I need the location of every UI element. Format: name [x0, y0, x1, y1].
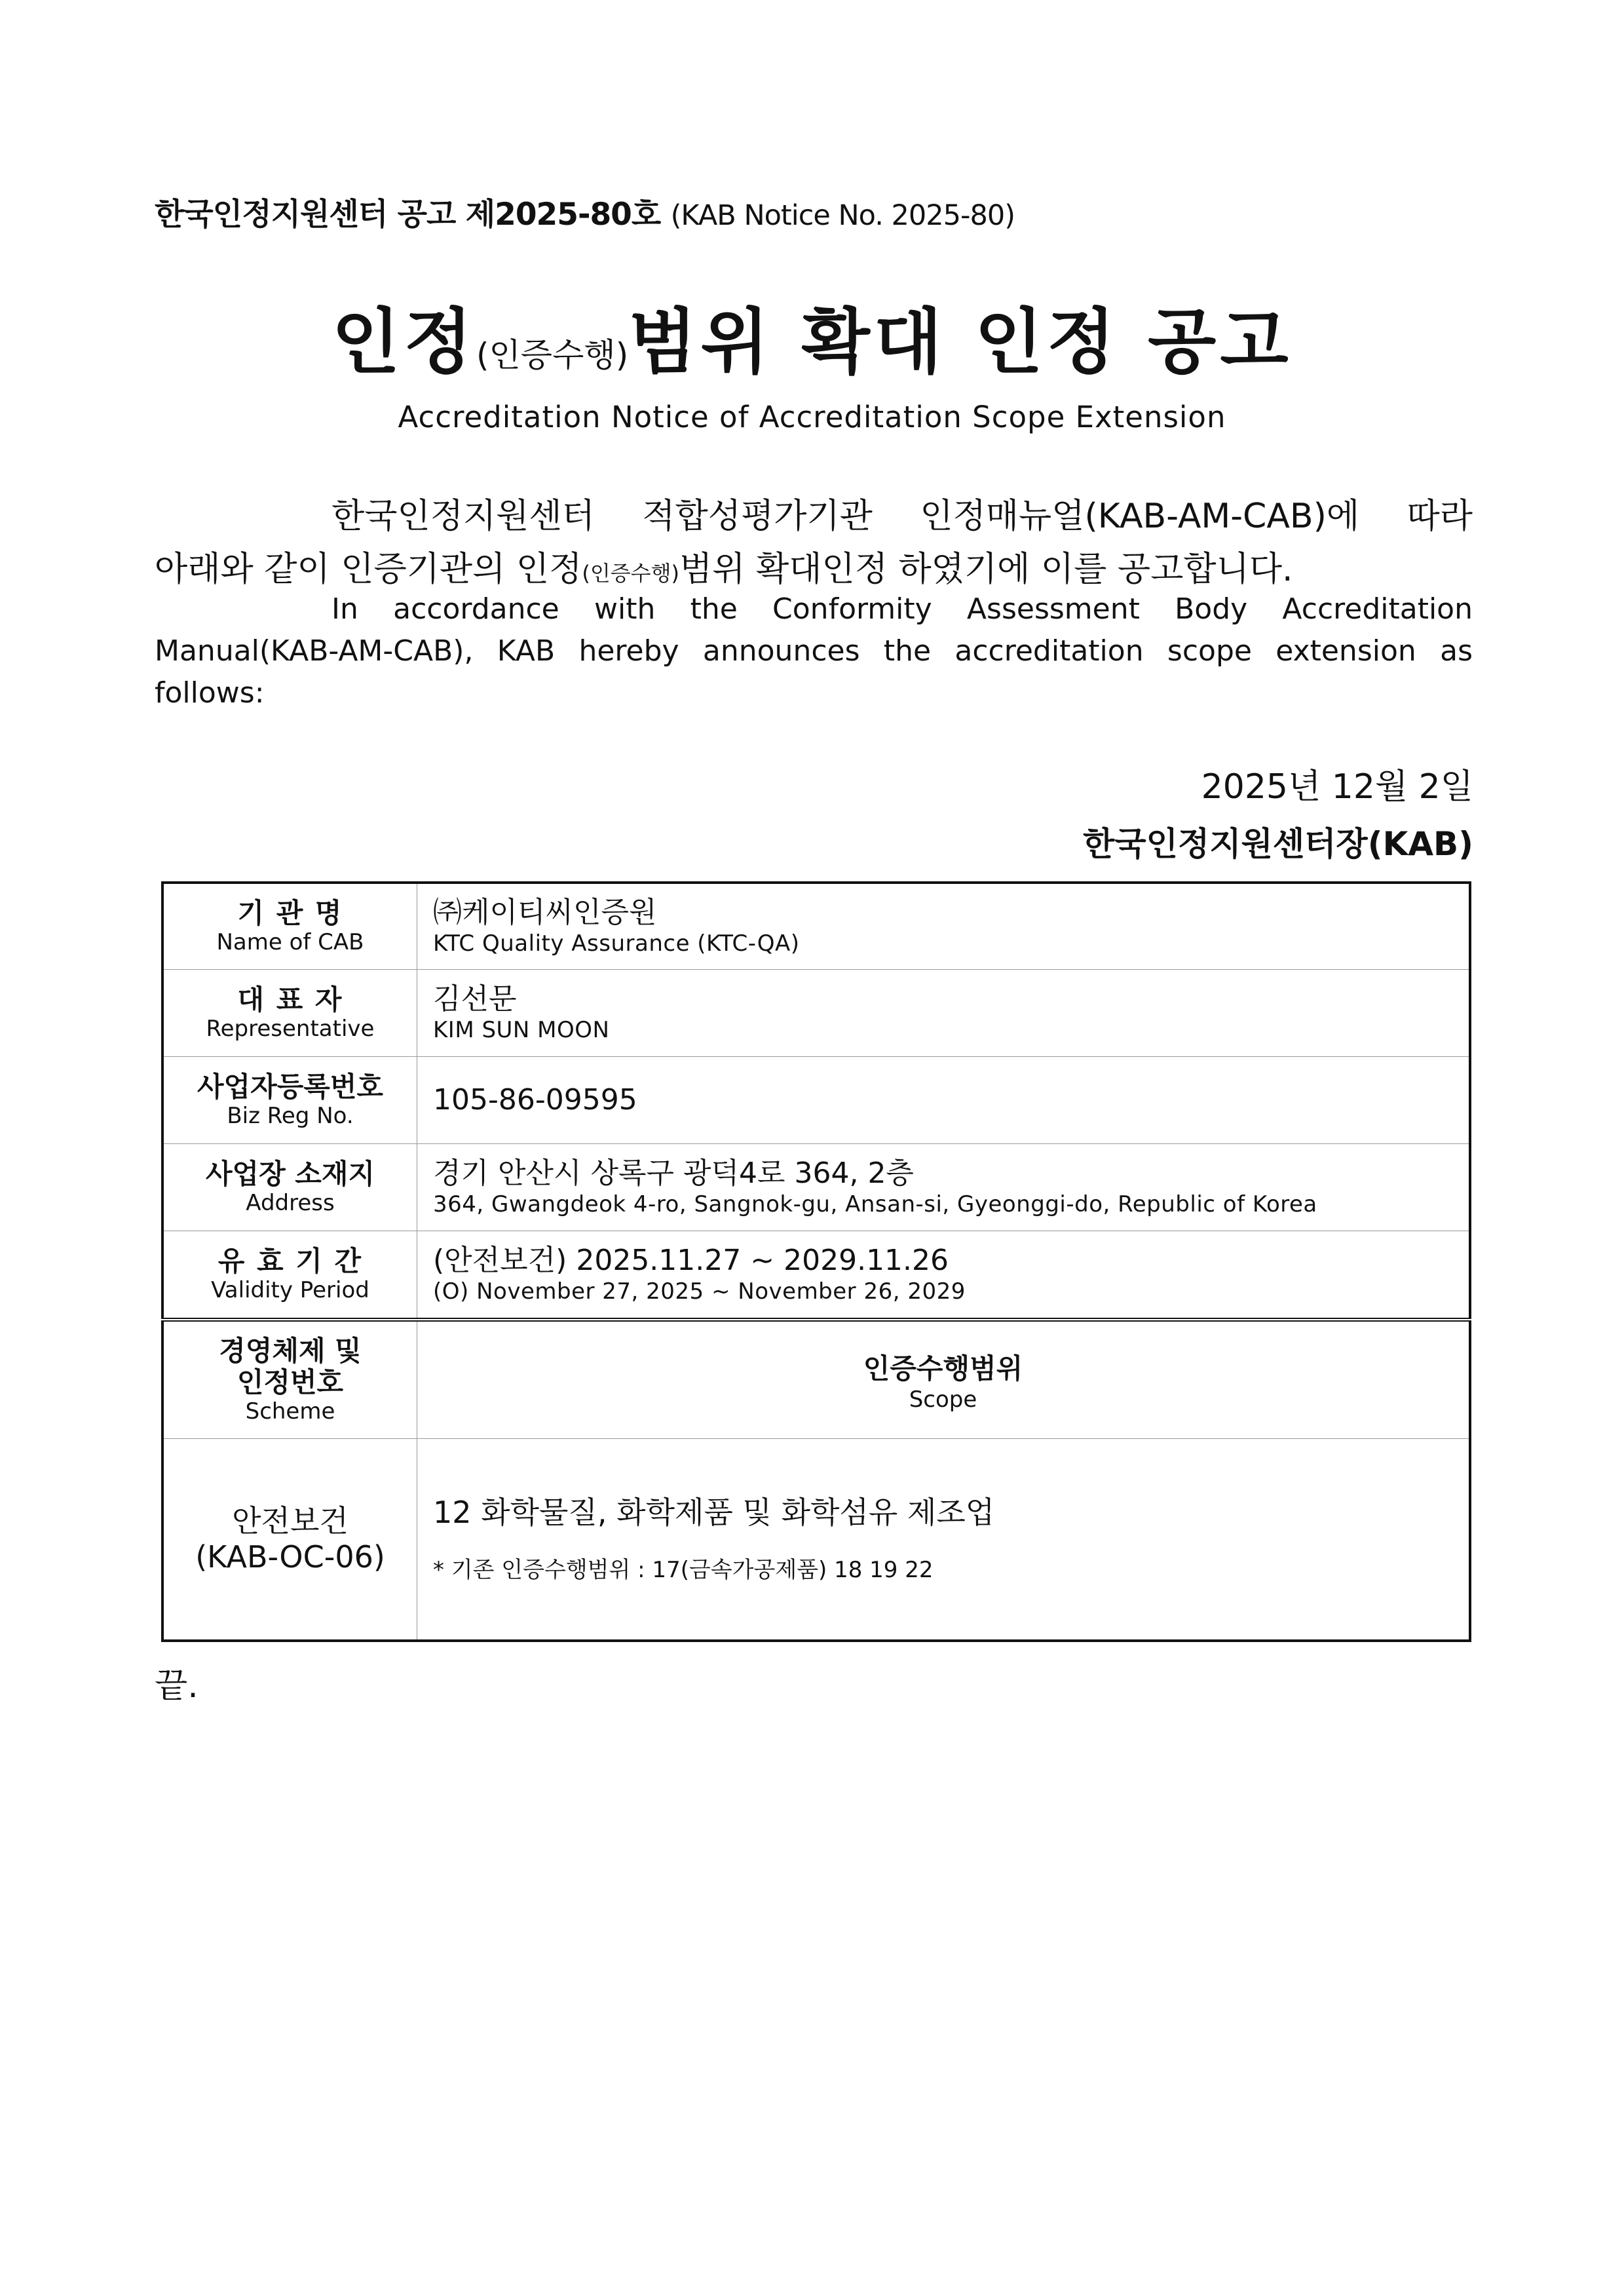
page-subtitle: Accreditation Notice of Accreditation Scope Extension — [398, 400, 1226, 434]
scheme-cell — [162, 1439, 417, 1641]
label-cell — [162, 1231, 417, 1320]
biz-reg-label-ko: 사업자등록번호 — [197, 1071, 383, 1103]
table-row-biz-reg — [162, 1057, 1470, 1144]
validity-value-en: (O) November 27, 2025 ~ November 26, 2029 — [433, 1278, 966, 1305]
scope-label-ko: 인증수행범위 — [863, 1352, 1023, 1385]
label-cell — [162, 1057, 417, 1144]
representative-label-ko: 대 표 자 — [237, 984, 343, 1016]
value-cell — [417, 883, 1471, 970]
scope-cell — [417, 1439, 1471, 1641]
scheme-label-ko-line2: 인정번호 — [236, 1366, 344, 1399]
notice-number-ko: 한국인정지원센터 공고 제2025-80호 — [155, 197, 661, 233]
validity-label-en: Validity Period — [211, 1276, 369, 1303]
label-cell — [162, 970, 417, 1057]
scheme-label-en: Scheme — [245, 1398, 335, 1425]
title-part1: 인정 — [331, 301, 476, 383]
representative-value-ko: 김선문 — [433, 982, 517, 1016]
representative-value-en: KIM SUN MOON — [433, 1017, 610, 1043]
body-paragraph-ko — [155, 490, 1473, 600]
end-mark: 끝. — [155, 1666, 198, 1706]
validity-label-ko: 유 효 기 간 — [217, 1245, 363, 1278]
label-cell — [162, 1144, 417, 1231]
scope-label-en: Scope — [909, 1387, 977, 1413]
table-row-scheme-header — [162, 1320, 1470, 1439]
biz-reg-label-en: Biz Reg No. — [227, 1102, 354, 1129]
body-en-line1 — [155, 588, 1473, 630]
value-cell — [417, 1057, 1471, 1144]
body-en-line1-text: In accordance with the Conformity Assessment Body Accreditation — [331, 592, 1473, 626]
name-label-ko: 기 관 명 — [237, 897, 343, 930]
signer: 한국인정지원센터장(KAB) — [1083, 825, 1473, 863]
value-cell — [417, 1144, 1471, 1231]
title-part2: 범위 확대 인정 공고 — [628, 301, 1293, 383]
body-en-line2: Manual(KAB-AM-CAB), KAB hereby announces the accreditation scope extension as — [155, 634, 1473, 668]
address-value-en: 364, Gwangdeok 4-ro, Sangnok-gu, Ansan-si, Gyeonggi-do, Republic of Korea — [433, 1191, 1317, 1217]
notice-date: 2025년 12월 2일 — [1201, 767, 1473, 807]
body-ko-line2-b: 범위 확대인정 하였기에 이를 공고합니다. — [679, 550, 1293, 589]
body-en-line3: follows: — [155, 676, 265, 710]
name-value-en: KTC Quality Assurance (KTC-QA) — [433, 930, 800, 957]
scope-line2: * 기존 인증수행범위 : 17(금속가공제품) 18 19 22 — [433, 1557, 934, 1584]
table-row-representative — [162, 970, 1470, 1057]
body-ko-line2-a: 아래와 같이 인증기관의 인정 — [155, 550, 582, 589]
representative-label-en: Representative — [206, 1015, 375, 1042]
body-ko-line1 — [155, 490, 1473, 543]
validity-value-ko: (안전보건) 2025.11.27 ~ 2029.11.26 — [433, 1244, 949, 1278]
body-ko-line2-small: (인증수행) — [582, 561, 679, 586]
address-label-ko: 사업장 소재지 — [205, 1158, 375, 1191]
page-title — [0, 285, 1624, 387]
scope-header-cell — [417, 1320, 1471, 1439]
table-row-validity — [162, 1231, 1470, 1320]
value-cell — [417, 970, 1471, 1057]
address-label-en: Address — [246, 1189, 335, 1216]
body-paragraph-en — [155, 588, 1473, 714]
address-value-ko: 경기 안산시 상록구 광덕4로 364, 2층 — [433, 1157, 914, 1191]
notice-number-en: (KAB Notice No. 2025-80) — [670, 199, 1015, 232]
accreditation-info-table — [161, 881, 1471, 1642]
name-value-ko: ㈜케이티씨인증원 — [433, 896, 657, 930]
name-label-en: Name of CAB — [216, 928, 364, 955]
scheme-label-ko-line1: 경영체제 및 — [219, 1335, 362, 1368]
scope-line1: 12 화학물질, 화학제품 및 화학섬유 제조업 — [433, 1495, 995, 1530]
label-cell — [162, 1320, 417, 1439]
body-ko-line1-text: 한국인정지원센터 적합성평가기관 인정매뉴얼(KAB-AM-CAB)에 따라 — [331, 497, 1473, 536]
title-part-small: (인증수행) — [476, 336, 629, 374]
table-row-address — [162, 1144, 1470, 1231]
table-row-scheme — [162, 1439, 1470, 1641]
notice-number — [155, 190, 1015, 234]
label-cell — [162, 883, 417, 970]
scheme-line2: (KAB-OC-06) — [195, 1539, 385, 1575]
biz-reg-value: 105-86-09595 — [433, 1082, 637, 1117]
scheme-line1: 안전보건 — [232, 1502, 349, 1539]
table-row-name — [162, 883, 1470, 970]
value-cell — [417, 1231, 1471, 1320]
